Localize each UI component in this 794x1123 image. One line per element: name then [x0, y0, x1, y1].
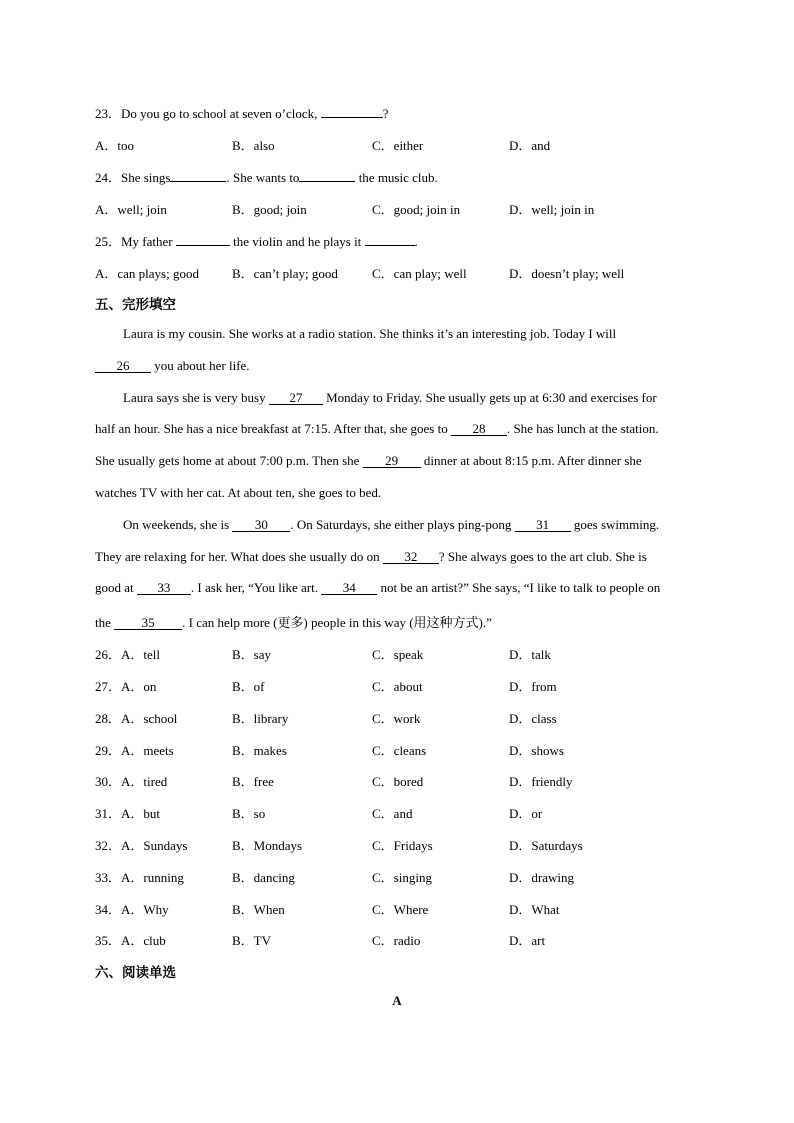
option-a: 29．A．meets: [95, 743, 174, 758]
option-b: B．can’t play; good: [232, 266, 338, 281]
option-c: C．work: [372, 711, 421, 726]
option-c: C．good; join in: [372, 202, 461, 217]
section-6-heading: 六、阅读单选: [95, 965, 176, 981]
option-b: B．of: [232, 679, 265, 694]
passage-text: dinner at about 8:15 p.m. After dinner she: [420, 453, 642, 468]
option-c: C．Fridays: [372, 838, 433, 853]
option-c: C．either: [372, 138, 424, 153]
option-c: C．and: [372, 806, 413, 821]
option-c: C．speak: [372, 647, 424, 662]
option-c: C．singing: [372, 870, 432, 885]
passage-line: [95, 421, 659, 437]
passage-line: watches TV with her cat. At about ten, she goes to bed.: [95, 485, 382, 500]
option-d: D．What: [509, 902, 560, 917]
answer-blank: [299, 181, 355, 182]
passage-label: A: [392, 993, 402, 1008]
option-b: B．library: [232, 711, 289, 726]
option-d: D．or: [509, 806, 543, 821]
option-a: 28．A．school: [95, 711, 178, 726]
passage-text: the: [95, 615, 115, 630]
question-text: . She wants to: [226, 170, 300, 185]
option-a: 32．A．Sundays: [95, 838, 188, 853]
option-a: A．can plays; good: [95, 266, 199, 281]
option-a: 34．A．Why: [95, 902, 169, 917]
option-b: B．say: [232, 647, 272, 662]
question-text: 25．My father: [95, 234, 176, 249]
option-a: 30．A．tired: [95, 774, 168, 789]
passage-text: She usually gets home at about 7:00 p.m. Then she: [95, 453, 363, 468]
option-d: D．shows: [509, 743, 564, 758]
blank-29: 29: [363, 455, 421, 468]
blank-35: 35: [114, 617, 182, 630]
option-b: B．also: [232, 138, 275, 153]
option-d: D．class: [509, 711, 557, 726]
option-c: C．Where: [372, 902, 429, 917]
answer-blank: [176, 245, 230, 246]
passage-line: [95, 453, 642, 469]
option-b: B．Mondays: [232, 838, 303, 853]
passage-text: . She has lunch at the station.: [506, 421, 659, 436]
option-a: 27．A．on: [95, 679, 157, 694]
blank-33: 33: [137, 582, 191, 595]
passage-text: . On Saturdays, she either plays ping-pong: [290, 517, 515, 532]
question-text: the music club.: [355, 170, 438, 185]
passage-line: Laura is my cousin. She works at a radio station. She thinks it’s an interesting job. Today I will: [123, 326, 617, 341]
option-a: 31．A．but: [95, 806, 161, 821]
question-25-stem: [95, 231, 418, 250]
option-c: C．radio: [372, 933, 421, 948]
passage-text: ? She always goes to the art club. She is: [438, 549, 647, 564]
option-d: D．art: [509, 933, 546, 948]
passage-text: They are relaxing for her. What does she usually do on: [95, 549, 383, 564]
option-a: 35．A．club: [95, 933, 166, 948]
blank-30: 30: [232, 519, 290, 532]
question-text: 23．Do you go to school at seven o’clock,: [95, 106, 321, 121]
option-b: B．good; join: [232, 202, 307, 217]
passage-text: good at: [95, 580, 137, 595]
question-text: .: [414, 234, 418, 249]
option-d: D．talk: [509, 647, 551, 662]
passage-text: goes swimming.: [570, 517, 660, 532]
option-a: 33．A．running: [95, 870, 184, 885]
blank-26: 26: [95, 360, 151, 373]
blank-32: 32: [383, 551, 439, 564]
blank-34: 34: [321, 582, 377, 595]
passage-line: [123, 517, 659, 533]
passage-text: Laura says she is very busy: [123, 390, 269, 405]
answer-blank: [170, 181, 226, 182]
option-c: C．can play; well: [372, 266, 467, 281]
question-text: 24．She sings: [95, 170, 171, 185]
answer-blank: [365, 245, 415, 246]
option-a: A．well; join: [95, 202, 167, 217]
option-b: B．When: [232, 902, 285, 917]
blank-28: 28: [451, 423, 507, 436]
option-a: A．too: [95, 138, 135, 153]
passage-line: [95, 358, 250, 374]
option-c: C．bored: [372, 774, 424, 789]
question-23-stem: [95, 103, 388, 122]
option-d: D．from: [509, 679, 557, 694]
passage-text: On weekends, she is: [123, 517, 233, 532]
blank-27: 27: [269, 392, 323, 405]
passage-line: [95, 612, 492, 631]
option-b: B．free: [232, 774, 274, 789]
passage-line: [95, 549, 647, 565]
answer-blank: [321, 117, 383, 118]
blank-31: 31: [515, 519, 571, 532]
question-text: the violin and he plays it: [229, 234, 365, 249]
option-c: C．cleans: [372, 743, 427, 758]
passage-text: . I ask her, “You like art.: [190, 580, 322, 595]
option-b: B．so: [232, 806, 266, 821]
option-d: D．and: [509, 138, 551, 153]
passage-text: . I can help more (更多) people in this way (用这种方式).”: [182, 615, 492, 630]
passage-line: [123, 390, 657, 406]
passage-text: half an hour. She has a nice breakfast at 7:15. After that, she goes to: [95, 421, 451, 436]
option-b: B．dancing: [232, 870, 295, 885]
option-d: D．well; join in: [509, 202, 595, 217]
option-b: B．TV: [232, 933, 272, 948]
section-5-heading: 五、完形填空: [95, 297, 176, 313]
passage-text: Monday to Friday. She usually gets up at 6:30 and exercises for: [322, 390, 657, 405]
passage-text: you about her life.: [151, 358, 250, 373]
option-d: D．Saturdays: [509, 838, 583, 853]
option-d: D．drawing: [509, 870, 574, 885]
question-24-stem: [95, 167, 438, 186]
option-a: 26．A．tell: [95, 647, 160, 662]
passage-text: not be an artist?” She says, “I like to talk to people on: [377, 580, 661, 595]
option-d: D．friendly: [509, 774, 573, 789]
passage-line: [95, 580, 660, 596]
option-c: C．about: [372, 679, 423, 694]
question-text: ?: [382, 106, 389, 121]
option-b: B．makes: [232, 743, 287, 758]
option-d: D．doesn’t play; well: [509, 266, 625, 281]
